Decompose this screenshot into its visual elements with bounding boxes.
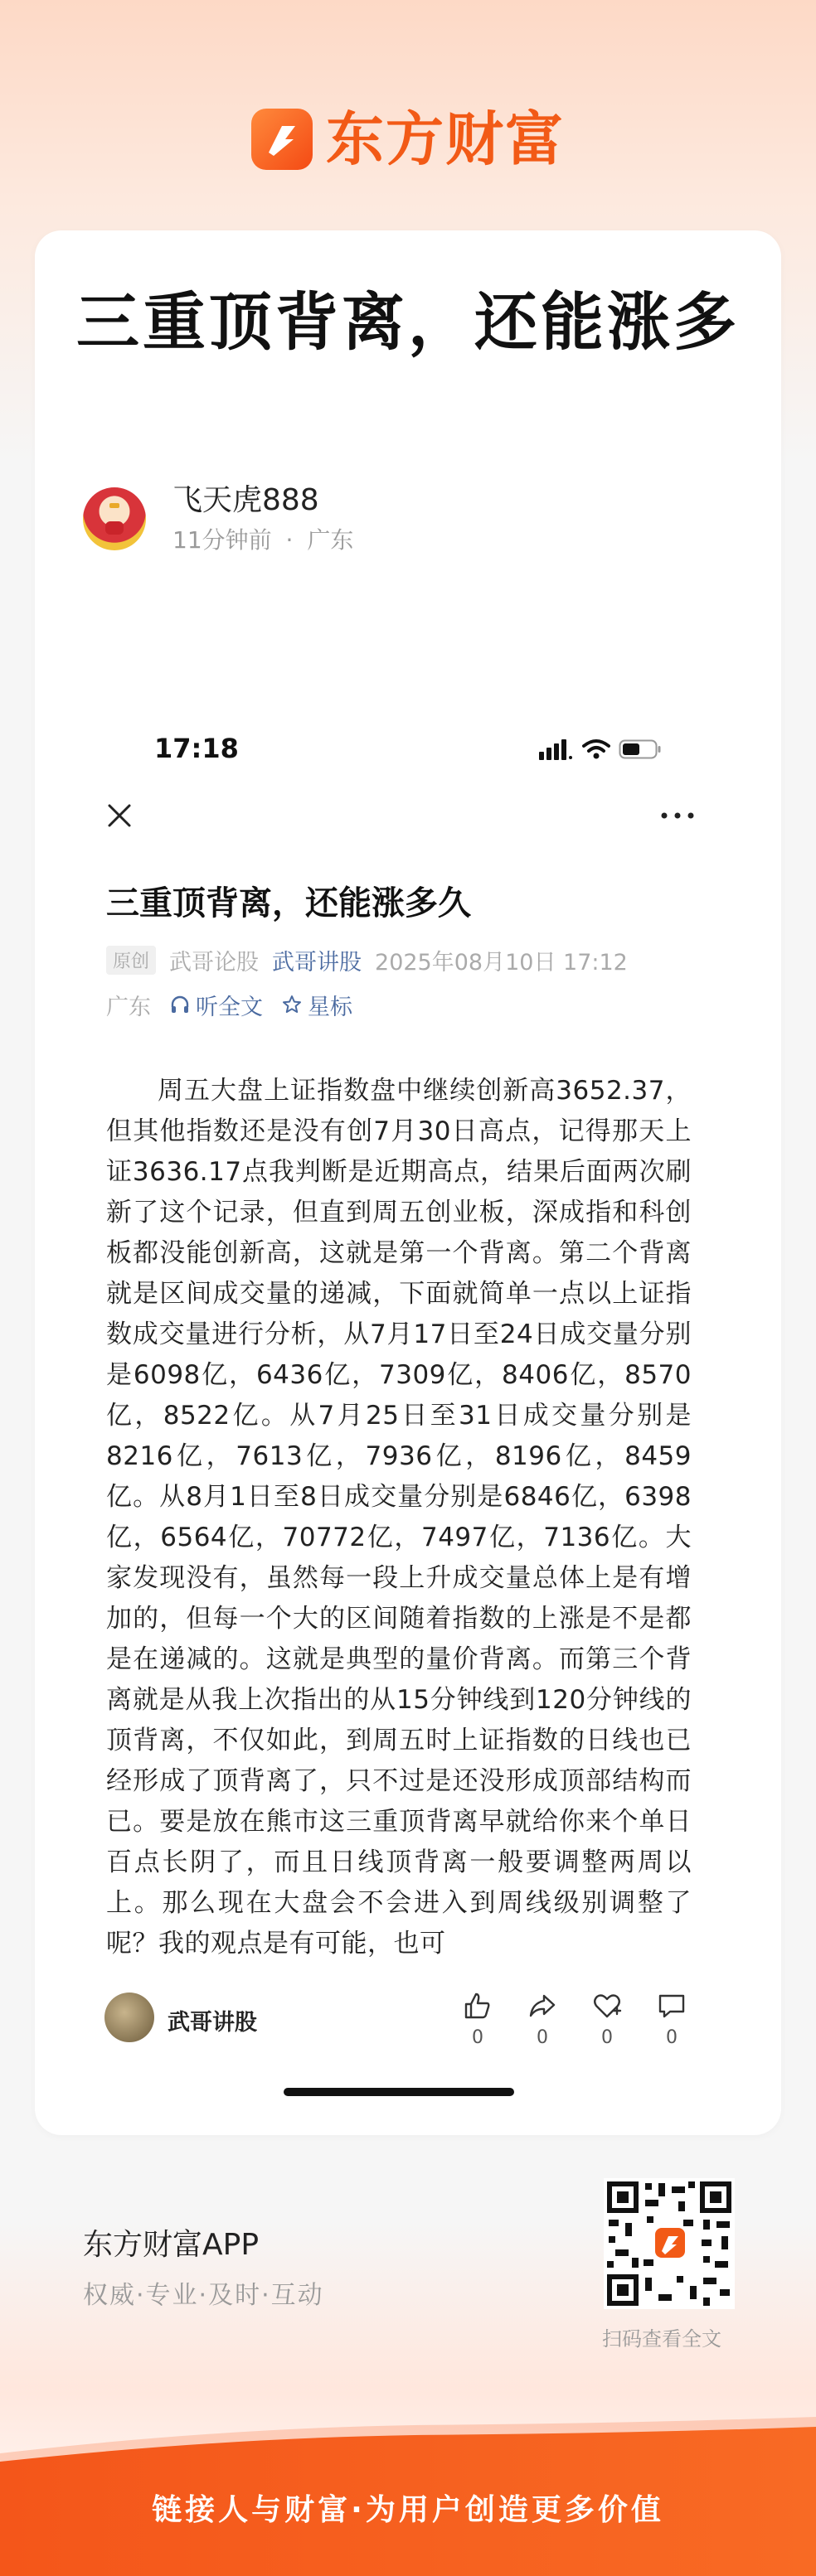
post-location: 广东 [307,526,354,554]
publisher-name: 武哥论股 [169,949,260,976]
battery-icon [619,738,662,760]
article-region: 广东 [106,994,151,1020]
star-button[interactable] [281,989,352,1021]
brand-mark-icon [251,109,313,170]
share-count: 0 [537,2027,548,2048]
star-label: 星标 [308,994,352,1020]
favorite-count: 0 [601,2027,613,2048]
post-title: 三重顶背离，还能涨多 [76,285,740,359]
share-button[interactable] [517,1989,567,2048]
article-body: 周五大盘上证指数盘中继续创新高3652.37，但其他指数还是没有创7月30日高点，记得那天上证3636.17点我判断是近期高点，结果后面两次刷新了这个记录，但直到周五创业板，深成指和科创板都没能创新高，这就是第一个背离。第二个背离就是区间成交量的递减，下面就简单一点以上证指数成交量进行分析，从7月17日至24日成交量分别是6098亿，6436亿，7309亿，8406亿，8570亿，8522亿。从7月25日至31日成交量分别是8216亿，7613亿，7936亿，8196亿，8459亿。从8月1日至8日成交量分别是6846亿，6398亿，6564亿，70772亿，7497亿，7136亿。大家发现没有，虽然每一段上升成交量总体上是有增加的，但每一个大的区间随着指数的上涨是不是都是在递减的。这就是典型的量价背离。而第三个背离就是从我上次指出的从15分钟线到120分钟线的顶背离，不仅如此，到周五时上证指数的日线也已经形成了顶背离了，只不过是还没形成顶部结构而已。要是放在熊市这三重顶背离早就给你来个单日百点长阴了，而且日线顶背离一般要调整两周以上。那么现在大盘会不会进入到周线级别调整了呢？我的观点是有可能，也可 [106,1076,692,1959]
post-meta [172,525,353,555]
wifi-icon [582,738,610,760]
like-icon [461,1989,494,2022]
qr-code[interactable] [604,2178,735,2309]
article-footer [104,1989,718,2047]
status-time: 17:18 [154,733,239,764]
brand-name: 东方财富 [326,105,565,173]
signal-icon [539,738,574,760]
favorite-icon [590,1989,624,2022]
author-name[interactable]: 飞天虎888 [172,483,319,517]
comment-button[interactable] [647,1989,697,2048]
promo-app-name: 东方财富APP [83,2228,260,2262]
publisher-avatar[interactable] [104,1993,154,2042]
author-link[interactable]: 武哥讲股 [272,949,362,976]
banner-slogan: 链接人与财富·为用户创造更多价值 [152,2493,664,2527]
meta-separator: · [285,526,294,554]
headphones-icon [169,994,191,1015]
listen-label: 听全文 [196,994,263,1020]
like-button[interactable] [453,1989,503,2048]
author-avatar[interactable] [83,487,146,550]
home-indicator [284,2088,514,2096]
promo-tagline: 权威·专业·及时·互动 [83,2281,324,2310]
favorite-button[interactable] [582,1989,632,2048]
post-time: 11分钟前 [172,526,272,554]
article-meta-2 [106,988,352,1021]
qr-label: 扫码查看全文 [602,2327,721,2351]
comment-count: 0 [666,2027,678,2048]
share-icon [526,1989,559,2022]
star-icon [281,994,303,1015]
status-icons [539,733,662,766]
comment-icon [655,1989,688,2022]
publisher-footer-name[interactable]: 武哥讲股 [168,2010,257,2036]
like-count: 0 [472,2027,483,2048]
close-icon[interactable] [103,799,136,832]
listen-button[interactable] [169,989,263,1021]
publish-date: 2025年08月10日 17:12 [375,949,628,976]
article-meta [106,943,628,976]
brand-logo [0,106,816,172]
original-badge: 原创 [106,946,156,975]
article-title: 三重顶背离，还能涨多久 [106,884,471,922]
more-icon[interactable] [658,799,697,832]
